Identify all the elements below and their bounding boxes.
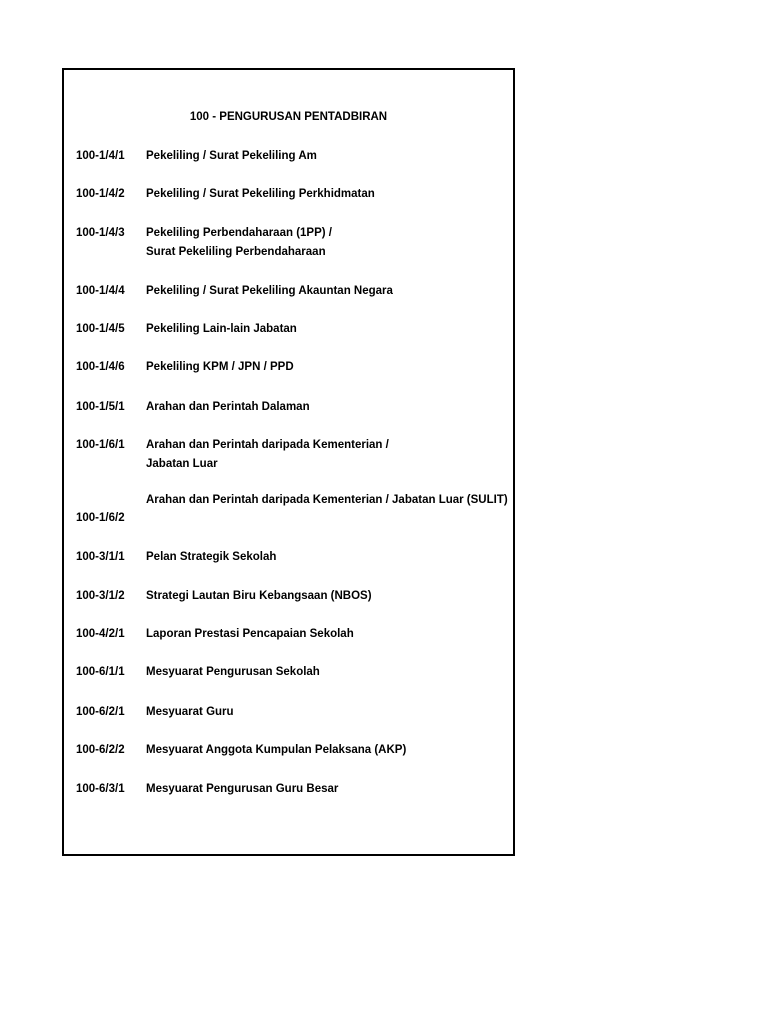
file-description: Arahan dan Perintah Dalaman	[146, 401, 310, 413]
file-code: 100-1/4/1	[76, 150, 125, 162]
file-code: 100-6/2/1	[76, 706, 125, 718]
file-description: Laporan Prestasi Pencapaian Sekolah	[146, 628, 354, 640]
file-description: Arahan dan Perintah daripada Kementerian / Jabatan Luar (SULIT)	[146, 494, 508, 506]
file-description: Pekeliling / Surat Pekeliling Perkhidmatan	[146, 188, 375, 200]
file-code: 100-1/6/2	[76, 512, 125, 524]
file-description: Strategi Lautan Biru Kebangsaan (NBOS)	[146, 590, 372, 602]
file-code: 100-1/4/2	[76, 188, 125, 200]
file-code: 100-1/4/6	[76, 361, 125, 373]
file-description: Pekeliling Perbendaharaan (1PP) / Surat Pekeliling Perbendaharaan	[146, 227, 332, 258]
file-description: Pekeliling Lain-lain Jabatan	[146, 323, 297, 335]
file-code: 100-1/4/4	[76, 285, 125, 297]
file-description: Mesyuarat Guru	[146, 706, 234, 718]
file-code: 100-4/2/1	[76, 628, 125, 640]
file-code: 100-6/1/1	[76, 666, 125, 678]
file-code: 100-6/3/1	[76, 783, 125, 795]
file-description: Arahan dan Perintah daripada Kementerian / Jabatan Luar	[146, 439, 389, 470]
file-description: Pelan Strategik Sekolah	[146, 551, 277, 563]
file-code: 100-3/1/1	[76, 551, 125, 563]
file-description: Pekeliling KPM / JPN / PPD	[146, 361, 294, 373]
file-description: Pekeliling / Surat Pekeliling Akauntan Negara	[146, 285, 393, 297]
file-code: 100-1/5/1	[76, 401, 125, 413]
file-description: Mesyuarat Pengurusan Sekolah	[146, 666, 320, 678]
file-code: 100-1/6/1	[76, 439, 125, 451]
document-title: 100 - PENGURUSAN PENTADBIRAN	[189, 111, 388, 123]
file-code: 100-3/1/2	[76, 590, 125, 602]
file-code: 100-1/4/3	[76, 227, 125, 239]
file-code: 100-1/4/5	[76, 323, 125, 335]
file-description: Pekeliling / Surat Pekeliling Am	[146, 150, 317, 162]
file-description: Mesyuarat Pengurusan Guru Besar	[146, 783, 339, 795]
file-description: Mesyuarat Anggota Kumpulan Pelaksana (AKP)	[146, 744, 407, 756]
file-code: 100-6/2/2	[76, 744, 125, 756]
